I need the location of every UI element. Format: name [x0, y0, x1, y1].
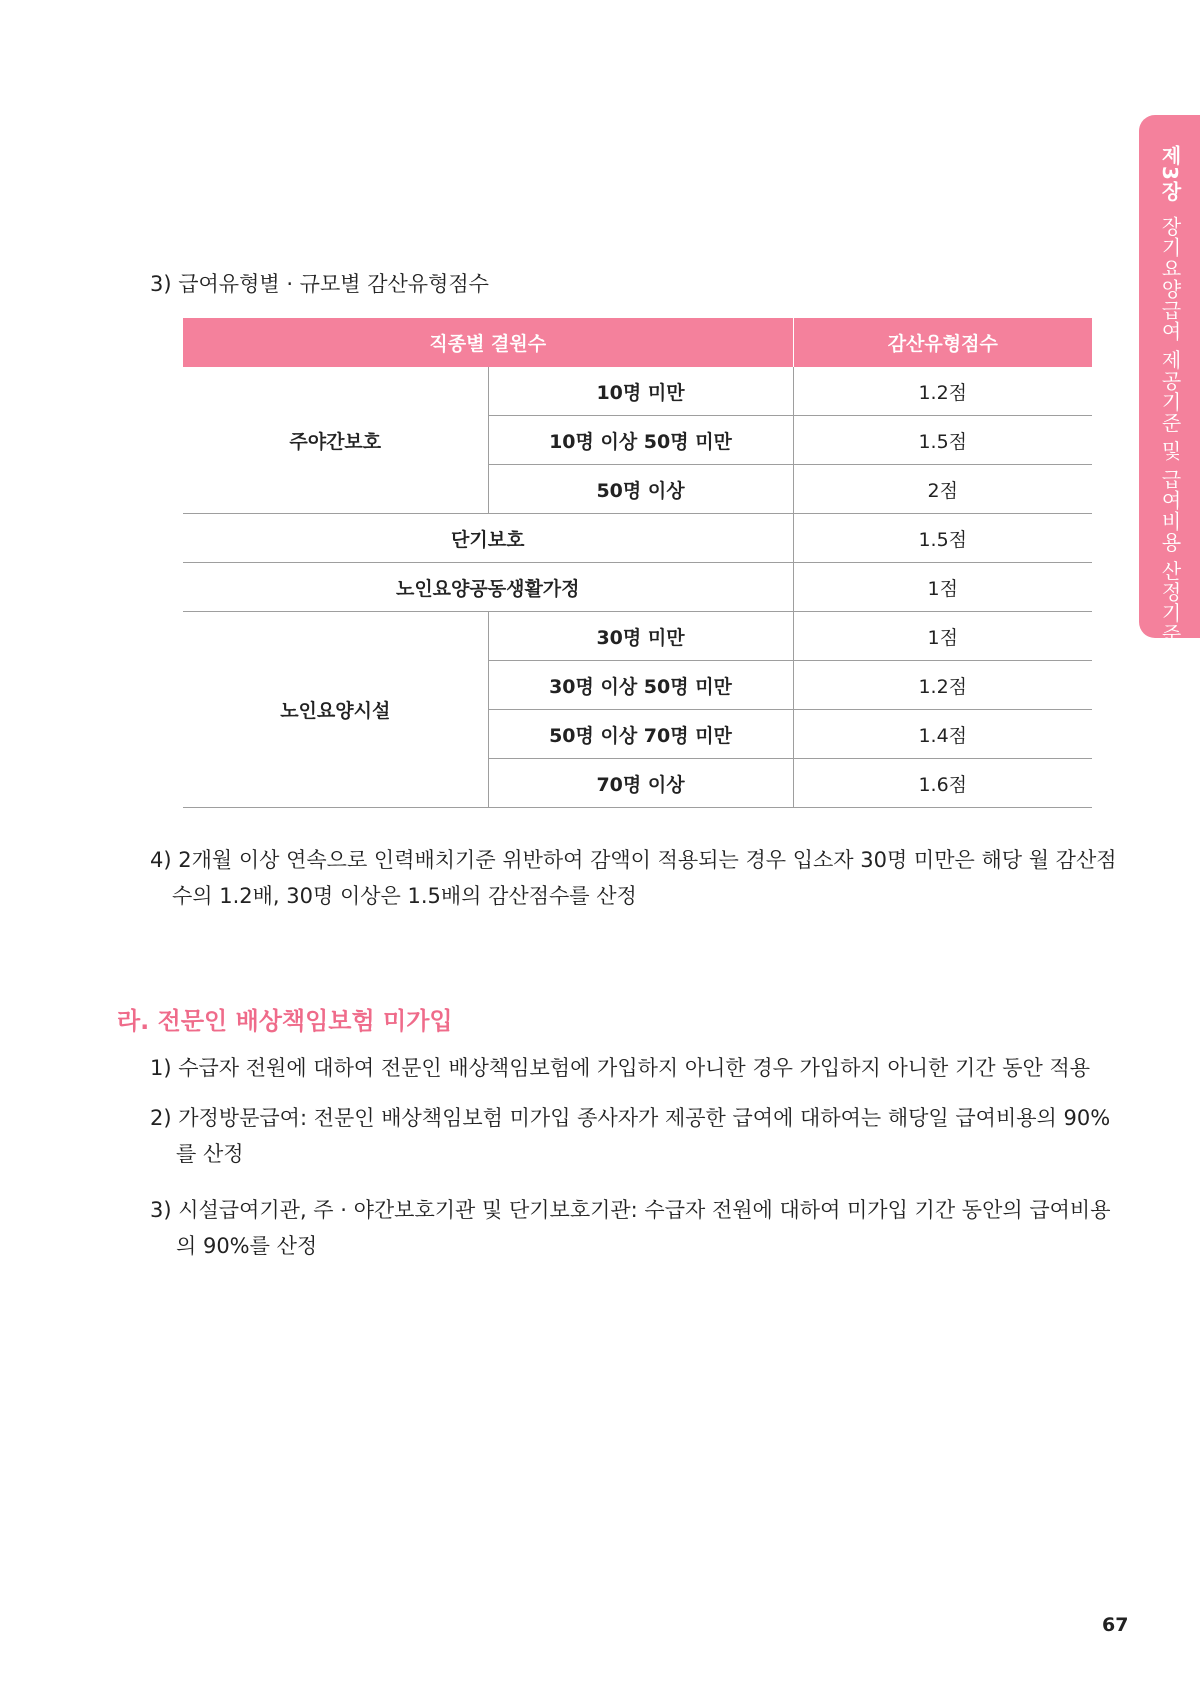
score-cell: 1.2점	[793, 367, 1092, 416]
size-cell: 30명 미만	[488, 612, 793, 661]
score-cell: 1.6점	[793, 759, 1092, 808]
chapter-number: 제3장	[1158, 145, 1182, 202]
score-cell: 1.5점	[793, 416, 1092, 465]
note-4: 4) 2개월 이상 연속으로 인력배치기준 위반하여 감액이 적용되는 경우 입소자 30명 미만은 해당 월 감산점수의 1.2배, 30명 이상은 1.5배의 감산점수를 산정	[150, 848, 1117, 908]
size-cell: 10명 미만	[488, 367, 793, 416]
score-cell: 1.5점	[793, 514, 1092, 563]
table-row	[183, 367, 1092, 416]
page-number: 67	[1102, 1614, 1129, 1636]
header-deduction-score: 감산유형점수	[793, 318, 1092, 367]
category-cell: 주야간보호	[183, 367, 488, 514]
score-cell: 2점	[793, 465, 1092, 514]
chapter-title: 장기요양급여 제공기준 및 급여비용 산정기준	[1158, 215, 1182, 645]
size-cell: 50명 이상	[488, 465, 793, 514]
section-title: 라. 전문인 배상책임보험 미가입	[117, 1007, 453, 1035]
chapter-side-tab-text	[1139, 145, 1200, 644]
score-cell: 1점	[793, 563, 1092, 612]
table-row	[183, 563, 1092, 612]
table-row	[183, 514, 1092, 563]
chapter-side-tab	[1139, 115, 1200, 645]
size-cell: 10명 이상 50명 미만	[488, 416, 793, 465]
category-cell: 노인요양시설	[183, 612, 488, 808]
size-cell: 50명 이상 70명 미만	[488, 710, 793, 759]
deduction-score-table	[183, 318, 1092, 808]
table-row	[183, 612, 1092, 661]
section-item: 1) 수급자 전원에 대하여 전문인 배상책임보험에 가입하지 아니한 경우 가입하지 아니한 기간 동안 적용	[150, 1056, 1091, 1080]
size-cell: 30명 이상 50명 미만	[488, 661, 793, 710]
category-cell: 노인요양공동생활가정	[183, 563, 793, 612]
table-header-row	[183, 318, 1092, 367]
score-cell: 1점	[793, 612, 1092, 661]
section-item: 3) 시설급여기관, 주 · 야간보호기관 및 단기보호기관: 수급자 전원에 대하여 미가입 기간 동안의 급여비용의 90%를 산정	[150, 1198, 1111, 1258]
score-cell: 1.2점	[793, 661, 1092, 710]
subsection-heading: 3) 급여유형별 · 규모별 감산유형점수	[150, 272, 489, 296]
header-staff-shortage: 직종별 결원수	[183, 318, 793, 367]
section-item: 2) 가정방문급여: 전문인 배상책임보험 미가입 종사자가 제공한 급여에 대하여는 해당일 급여비용의 90%를 산정	[150, 1106, 1111, 1166]
size-cell: 70명 이상	[488, 759, 793, 808]
score-cell: 1.4점	[793, 710, 1092, 759]
category-cell: 단기보호	[183, 514, 793, 563]
